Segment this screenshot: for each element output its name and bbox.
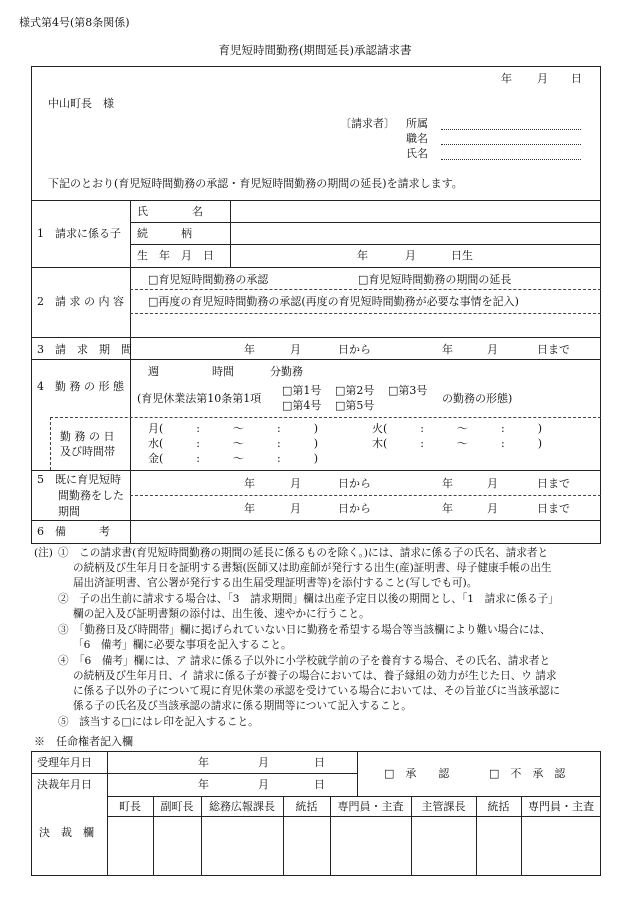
sub-label-line (230, 200, 231, 267)
note-2-line-1: ② 子の出生前に請求する場合は、「3 請求期間」欄は出産予定日以後の期間とし、「1 請求に係る子」 (58, 593, 559, 605)
form-option-1[interactable]: □第1号 (282, 384, 322, 397)
prior-month-4: 月 (487, 502, 498, 515)
date-year: 年 (501, 72, 512, 85)
admin-row-divider (31, 773, 357, 774)
period-year-from: 年 (244, 343, 255, 356)
dashed-divider (50, 417, 601, 418)
intro-text: 下記のとおり(育児短時間勤務の承認・育児短時間勤務の期間の延長)を請求します。 (48, 177, 463, 190)
row-divider (31, 200, 601, 201)
admin-heading: ※ 任命権者記入欄 (34, 735, 133, 748)
form-option-2[interactable]: □第2号 (335, 384, 375, 397)
date-day: 日 (571, 72, 582, 85)
period-month-from: 月 (290, 343, 301, 356)
prior-year-2: 年 (442, 477, 453, 490)
birthdate-label: 生 年 月 日 (137, 249, 214, 262)
claimant-affiliation-label: 所属 (406, 117, 428, 130)
disapprove-checkbox[interactable]: □ 不 承 認 (489, 767, 566, 780)
prior-until-2: 日まで (537, 502, 570, 515)
notes-prefix: (注) (34, 547, 53, 559)
row-divider (31, 267, 601, 268)
row-divider (31, 337, 601, 338)
workdays-label-1: 勤 務 の 日 (60, 430, 115, 443)
decided-month: 月 (258, 778, 269, 791)
form-number: 様式第4号(第8条関係) (19, 16, 130, 29)
prior-month-2: 月 (487, 477, 498, 490)
prior-month-3: 月 (290, 502, 301, 515)
period-day-to: 日まで (537, 343, 570, 356)
relation-label: 続 柄 (137, 227, 192, 240)
row-divider (130, 222, 601, 223)
extension-checkbox-label[interactable]: □育児短時間勤務の期間の延長 (358, 273, 512, 286)
sec5-label-2: 間勤務をした (58, 489, 124, 502)
admin-row-divider (107, 796, 601, 797)
prior-from-1: 日から (338, 477, 371, 490)
claimant-position-label: 職名 (406, 132, 428, 145)
note-2-line-2: 欄の記入及び証明書類の添付は、出生後、速やかに行うこと。 (73, 608, 370, 620)
row-divider (31, 359, 601, 360)
admin-approval-line (357, 751, 358, 796)
birth-day: 日生 (451, 249, 473, 262)
col-supervisor-1: 統括 (295, 800, 318, 813)
date-month: 月 (537, 72, 548, 85)
decided-year: 年 (198, 778, 209, 791)
col-deputy-mayor: 副町長 (160, 800, 194, 813)
sec5-label-1: 5 既に育児短時 (37, 473, 121, 486)
row-divider (31, 520, 601, 521)
note-1-line-1: ① この請求書(育児短時間勤務の期間の延長に係るものを除く。)には、請求に係る子の氏名、請求者と (58, 547, 549, 559)
workdays-label-2: 及び時間帯 (60, 445, 115, 458)
row-divider (31, 470, 601, 471)
thursday-hours: 木( : 〜 : ) (372, 437, 542, 450)
decided-day: 日 (314, 778, 325, 791)
sec3-label: 3 請 求 期 間 (37, 343, 132, 356)
claimant-label: 〔請求者〕 (340, 117, 395, 130)
note-4-line-3: に係る子以外の子について現に育児休業の承認を受けている場合においては、その旨並びに当該承認に (73, 685, 561, 697)
addressee: 中山町長 様 (48, 97, 114, 110)
note-4-line-2: の続柄及び生年月日、イ 請求に係る子が養子の場合においては、養子縁組の効力が生じた日、ウ 請求 (73, 670, 557, 682)
approval-checkbox-label[interactable]: □育児短時間勤務の承認 (148, 273, 269, 286)
form-option-3[interactable]: □第3号 (388, 384, 428, 397)
received-year: 年 (198, 756, 209, 769)
sec5-label-3: 期間 (58, 505, 80, 518)
prior-until-1: 日まで (537, 477, 570, 490)
note-1-line-3: 届出済証明書、官公署が発行する出生届受理証明書等)を添付すること(写しでも可)。 (73, 577, 478, 589)
law-reference: (育児休業法第10条第1項 (137, 392, 262, 405)
period-month-to: 月 (487, 343, 498, 356)
reapproval-checkbox-label[interactable]: □再度の育児短時間勤務の承認(再度の育児短時間勤務が必要な事情を記入) (148, 295, 519, 308)
col-general-affairs-chief: 総務広報課長 (209, 800, 275, 813)
form-option-4[interactable]: □第4号 (282, 399, 322, 412)
col-supervisor-2: 統括 (487, 800, 510, 813)
note-3-line-2: 「6 備考」欄に必要な事項を記入すること。 (73, 639, 292, 651)
col-specialist-2: 専門員・主査 (528, 800, 594, 813)
child-name-label: 氏 名 (137, 205, 203, 218)
hours-label: 時間 (212, 365, 234, 378)
week-label: 週 (148, 365, 159, 378)
decision-label: 決 裁 欄 (39, 826, 94, 839)
note-4-line-4: 係る子の氏名及び当該承認の請求に係る期間等について記入すること。 (73, 700, 412, 712)
form-option-5[interactable]: □第5号 (335, 399, 375, 412)
dashed-divider (50, 417, 51, 470)
decided-date-label: 決裁年月日 (37, 778, 92, 791)
prior-year-1: 年 (244, 477, 255, 490)
approve-checkbox[interactable]: □ 承 認 (384, 767, 450, 780)
col-mayor: 町長 (119, 800, 141, 813)
claimant-name-label: 氏名 (406, 147, 428, 160)
monday-hours: 月( : 〜 : ) (148, 422, 318, 435)
col-specialist-1: 専門員・主査 (337, 800, 404, 813)
claimant-name-field[interactable] (441, 147, 581, 160)
note-4-line-1: ④ 「6 備考」欄には、ア 請求に係る子以外に小学校就学前の子を養育する場合、その氏名、請求者と (58, 655, 551, 667)
prior-from-2: 日から (338, 502, 371, 515)
col-section-chief: 主管課長 (421, 800, 466, 813)
form-option-suffix: の勤務の形態) (442, 392, 513, 405)
prior-year-4: 年 (442, 502, 453, 515)
affiliation-field[interactable] (441, 117, 581, 130)
label-column-line (130, 200, 131, 544)
period-day-from: 日から (338, 343, 371, 356)
dashed-divider (130, 289, 601, 290)
note-3-line-1: ③ 「勤務日及び時間帯」欄に掲げられていない日に勤務を希望する場合等当該欄により難い場合には、 (58, 624, 551, 636)
sec6-label: 6 備 考 (37, 525, 110, 538)
note-5: ⑤ 該当する□にはレ印を記入すること。 (58, 716, 259, 728)
prior-year-3: 年 (244, 502, 255, 515)
wednesday-hours: 水( : 〜 : ) (148, 437, 318, 450)
received-month: 月 (258, 756, 269, 769)
form-title: 育児短時間勤務(期間延長)承認請求書 (218, 43, 412, 57)
sec4-label: 4 勤 務 の 形 態 (37, 380, 124, 393)
birth-year: 年 (357, 249, 368, 262)
note-1-line-2: の続柄及び生年月日を証明する書類(医師又は助産師が発行する出生(産)証明書、母子健康手帳の出生 (73, 562, 552, 574)
sec1-label: 1 請求に係る子 (37, 227, 121, 240)
position-field[interactable] (441, 132, 581, 145)
tuesday-hours: 火( : 〜 : ) (372, 422, 542, 435)
received-date-label: 受理年月日 (37, 756, 92, 769)
received-day: 日 (314, 756, 325, 769)
minutes-label: 分勤務 (270, 365, 303, 378)
period-year-to: 年 (442, 343, 453, 356)
friday-hours: 金( : 〜 : ) (148, 452, 318, 465)
dashed-divider (130, 495, 601, 496)
birth-month: 月 (405, 249, 416, 262)
sec2-label: 2 請 求 の 内 容 (37, 295, 124, 308)
row-divider (130, 244, 601, 245)
prior-month-1: 月 (290, 477, 301, 490)
dashed-divider (130, 313, 601, 314)
admin-row-divider (107, 816, 601, 817)
